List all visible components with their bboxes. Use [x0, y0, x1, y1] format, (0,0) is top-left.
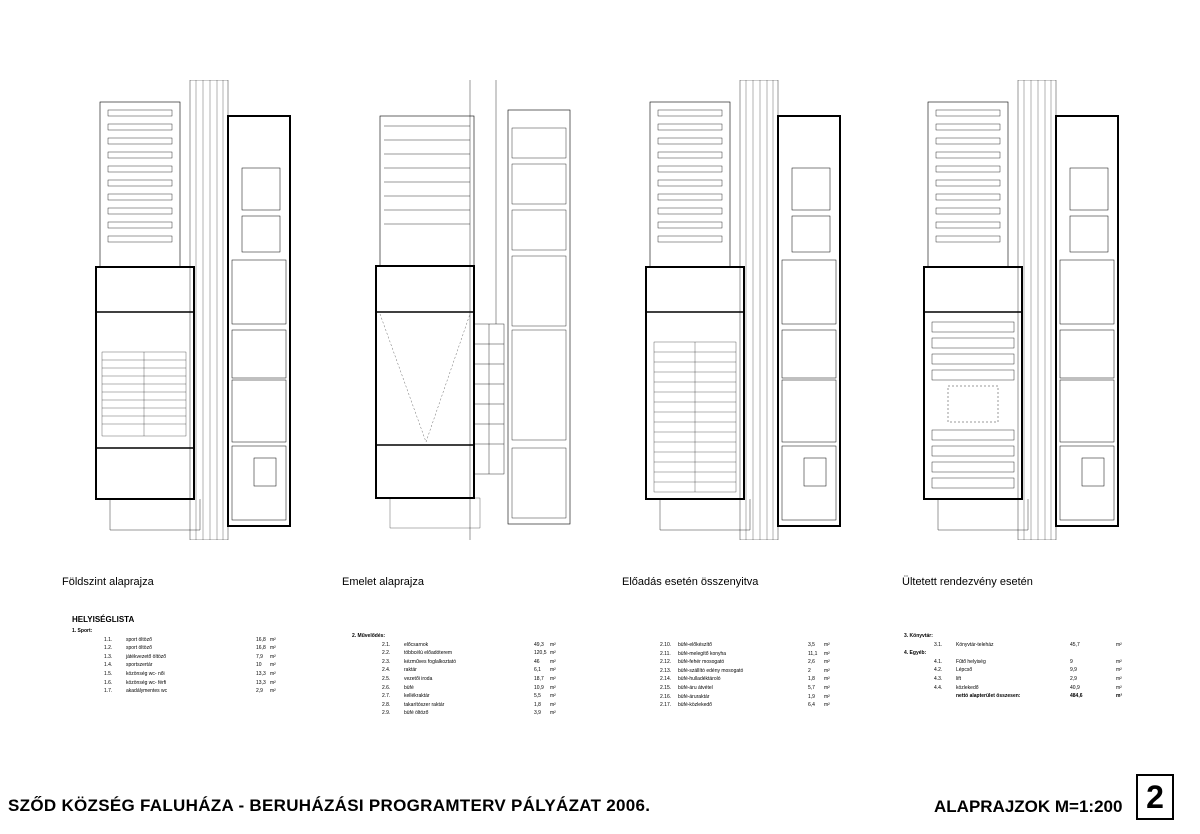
room-row: 2.7. kellékraktár 5,5 m²	[382, 693, 556, 700]
room-list-title: HELYISÉGLISTA	[72, 615, 135, 624]
existing-wall-strip	[190, 80, 228, 540]
upper-service-wing	[508, 110, 570, 524]
room-row: 2.12. büfé-fehér mosogató 2,6 m²	[660, 659, 830, 666]
room-row: 2.2. többcélú előadóterem 120,5 m²	[382, 650, 556, 657]
room-row: 1.4. sportszertár 10 m²	[104, 662, 276, 669]
room-row: 1.5. közönség wc- női 13,3 m²	[104, 670, 276, 677]
room-row: 1.6. közönség wc- férfi 13,3 m²	[104, 679, 276, 686]
room-row: 2.15. büfé-áru átvétel 5,7 m²	[660, 684, 830, 691]
bleacher-rows	[108, 110, 172, 242]
room-row: 2.8. takarítószer raktár 1,8 m²	[382, 701, 556, 708]
room-group: 2. Művelődés:	[352, 633, 386, 639]
room-list-col1	[72, 615, 332, 697]
caption-upper-floor: Emelet alaprajza	[342, 576, 424, 588]
room-row: 3.1. Könyvtár-teleház 45,7 m²	[934, 641, 1122, 648]
room-row: 2.10. büfé-előkészítő 3,5 m²	[660, 642, 830, 648]
room-row: 1.3. játékvezető öltöző 7,9 m²	[104, 653, 276, 660]
room-row: 4.3. lift 2,9 m²	[934, 675, 1122, 682]
banquet-setup-plan	[918, 80, 1158, 540]
room-row: 2.4. raktár 6,1 m²	[382, 667, 556, 674]
room-row: 2.13. büfé-szállító edény mosogató 2 m²	[660, 667, 830, 674]
room-row: 2.9. büfé öltöző 3,9 m²	[382, 710, 556, 717]
room-row: 4.2. Lépcső 9,9 m²	[934, 667, 1122, 674]
room-row: 2.16. büfé-áruraktár 1,9 m²	[660, 693, 830, 700]
ground-floor-plan	[90, 80, 330, 540]
room-row: 2.1. előcsarnok 49,3 m²	[382, 641, 556, 648]
terrace-grid	[474, 324, 504, 474]
room-row: 1.1. sport öltöző 16,8 m²	[104, 636, 276, 643]
room-row: 4.1. Fűtő helyiség 9 m²	[934, 658, 1122, 665]
room-row: 1.7. akadálymentes wc 2,9 m²	[104, 688, 276, 695]
caption-ground-floor: Földszint alaprajza	[62, 576, 154, 588]
room-row: 2.5. vezetői iroda 18,7 m²	[382, 675, 556, 682]
project-title: SZŐD KÖZSÉG FALUHÁZA - BERUHÁZÁSI PROGRAMTERV PÁLYÁZAT 2006.	[8, 796, 651, 815]
room-row: 2.11. büfé-melegítő konyha 11,1 m²	[660, 650, 830, 657]
room-group: 4. Egyéb:	[904, 650, 927, 657]
caption-banquet-setup: Ültetett rendezvény esetén	[902, 576, 1033, 588]
upper-floor-plan	[370, 80, 610, 540]
room-list-col4	[904, 633, 1134, 702]
sheet-title: ALAPRAJZOK M=1:200	[934, 797, 1123, 816]
service-wing	[228, 116, 290, 526]
banquet-hall	[924, 267, 1022, 499]
room-row: 2.17. büfé-közlekedő 6,4 m²	[660, 702, 830, 709]
caption-lecture-setup: Előadás esetén összenyitva	[622, 576, 759, 588]
room-row: 2.14. büfé-hulladéktároló 1,8 m²	[660, 676, 830, 683]
upper-hall-void	[376, 266, 474, 498]
room-row: 4.4. közlekedő 40,9 m²	[934, 684, 1122, 691]
upper-void-hall	[380, 116, 474, 266]
total-row: nettó alapterület összesen: 484,6 m²	[956, 693, 1123, 700]
room-row: 2.3. kézműves foglalkoztató 46 m²	[382, 658, 556, 665]
room-group: 1. Sport:	[72, 628, 93, 634]
room-list-col2	[352, 633, 582, 719]
room-group: 3. Könyvtár:	[904, 633, 933, 639]
lecture-setup-plan	[640, 80, 880, 540]
multipurpose-hall	[96, 267, 194, 499]
sheet-number: 2	[1136, 774, 1174, 820]
room-row: 2.6. büfé 10,9 m²	[382, 684, 556, 691]
banquet-tables	[932, 322, 1014, 488]
room-row: 1.2. sport öltöző 16,8 m²	[104, 645, 276, 652]
sports-hall	[100, 102, 180, 267]
room-list-col3	[630, 642, 840, 711]
